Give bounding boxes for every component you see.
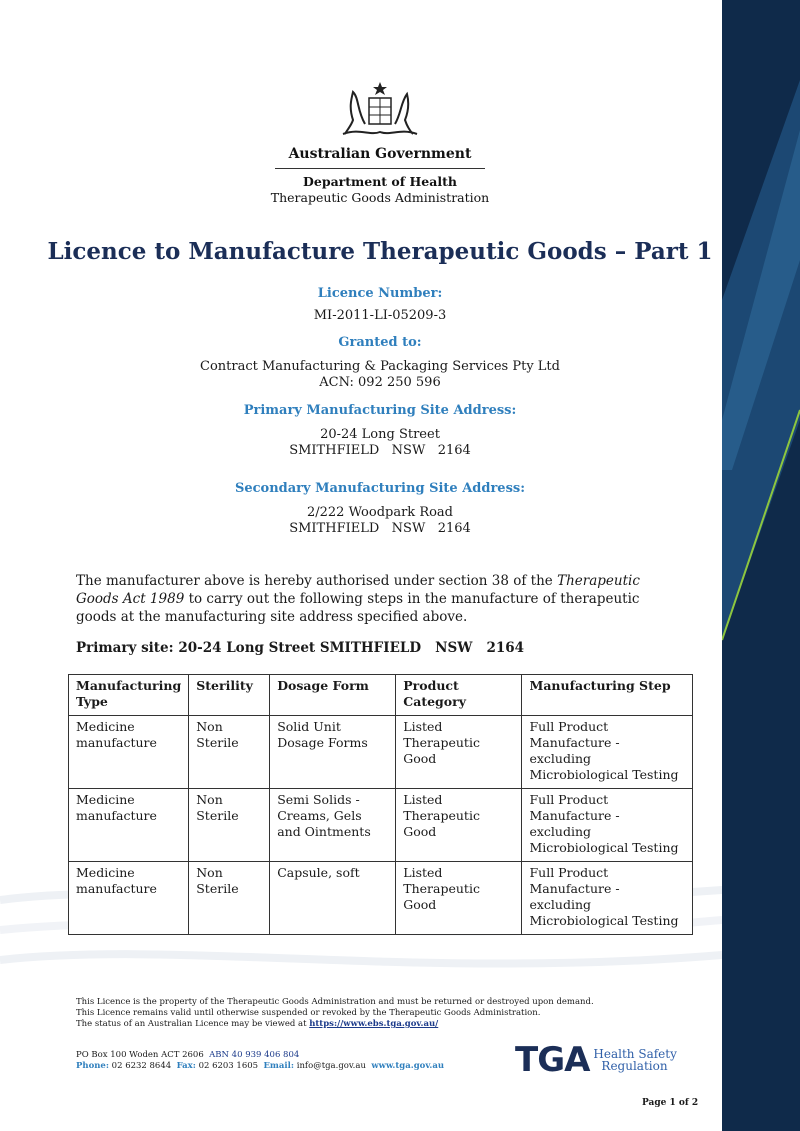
table-row xyxy=(69,789,693,862)
act-name: Therapeutic Goods Act 1989 xyxy=(76,573,640,607)
contact-details xyxy=(76,1050,444,1072)
table-cell: Non Sterile xyxy=(189,789,270,862)
licence-number-label: Licence Number: xyxy=(317,286,443,301)
department-name: Department of Health xyxy=(303,174,457,189)
table-cell: Listed Therapeutic Good xyxy=(396,789,522,862)
column-header: Dosage Form xyxy=(270,675,396,716)
primary-address-line1: 20-24 Long Street xyxy=(320,427,440,442)
authorisation-paragraph xyxy=(76,572,666,626)
postal-line xyxy=(76,1050,444,1061)
phone-number: 02 6232 8644 xyxy=(111,1061,172,1071)
table-cell: Medicine manufacture xyxy=(69,716,189,789)
footer-note-1: This Licence is the property of the Therapeutic Goods Administration and must be returned or destroyed upon demand. xyxy=(76,997,594,1007)
secondary-address-line1: 2/222 Woodpark Road xyxy=(306,505,454,520)
licence-number-section xyxy=(0,286,760,324)
tga-tagline-line2: Regulation xyxy=(601,1059,668,1073)
email-label: Email: xyxy=(263,1061,295,1071)
ebs-link[interactable]: https://www.ebs.tga.gov.au/ xyxy=(309,1019,439,1029)
table-cell: Full Product Manufacture - excluding Microbiological Testing xyxy=(522,789,693,862)
phone-label: Phone: xyxy=(76,1061,109,1071)
table-cell: Full Product Manufacture - excluding Microbiological Testing xyxy=(522,716,693,789)
table-row xyxy=(69,862,693,935)
table-header-row xyxy=(69,675,693,716)
table-row xyxy=(69,716,693,789)
tga-logo-tagline xyxy=(593,1048,676,1072)
abn-number: ABN 40 939 406 804 xyxy=(209,1050,300,1060)
footer-note-2: This Licence remains valid until otherwise suspended or revoked by the Therapeutic Goods Administration. xyxy=(76,1008,541,1018)
primary-address-section xyxy=(0,403,760,459)
email-address[interactable]: info@tga.gov.au xyxy=(296,1061,366,1071)
column-header: Manufacturing Type xyxy=(69,675,189,716)
secondary-address-label: Secondary Manufacturing Site Address: xyxy=(234,481,526,496)
table-cell: Listed Therapeutic Good xyxy=(396,716,522,789)
footer-notes xyxy=(76,997,594,1030)
table-cell: Listed Therapeutic Good xyxy=(396,862,522,935)
footer-note-3 xyxy=(76,1019,594,1030)
granted-to-section xyxy=(0,335,760,391)
manufacturing-steps-table xyxy=(68,674,693,935)
column-header: Product Category xyxy=(396,675,522,716)
document-header xyxy=(0,80,760,205)
agency-name: Therapeutic Goods Administration xyxy=(270,190,490,205)
table-cell: Non Sterile xyxy=(189,862,270,935)
secondary-address-section xyxy=(0,481,760,537)
page-number: Page 1 of 2 xyxy=(642,1098,699,1108)
header-divider xyxy=(275,168,485,169)
authorisation-text-start: The manufacturer above is hereby authorised under section 38 of the xyxy=(76,573,558,589)
column-header: Sterility xyxy=(189,675,270,716)
government-name: Australian Government xyxy=(288,146,472,162)
granted-to-label: Granted to: xyxy=(338,335,422,350)
table-cell: Solid Unit Dosage Forms xyxy=(270,716,396,789)
document-title: Licence to Manufacture Therapeutic Goods – Part 1 xyxy=(47,238,713,265)
column-header: Manufacturing Step xyxy=(522,675,693,716)
tga-tagline-line1: Health Safety xyxy=(593,1047,677,1061)
table-cell: Non Sterile xyxy=(189,716,270,789)
authorisation-text-end: to carry out the following steps in the manufacture of therapeutic goods at the manufacturing site address specified above. xyxy=(76,591,640,625)
table-cell: Medicine manufacture xyxy=(69,862,189,935)
company-name: Contract Manufacturing & Packaging Services Pty Ltd xyxy=(200,359,560,374)
fax-label: Fax: xyxy=(176,1061,196,1071)
primary-address-line2: SMITHFIELD NSW 2164 xyxy=(289,443,471,458)
licence-number-value: MI-2011-LI-05209-3 xyxy=(313,308,447,323)
coat-of-arms-icon xyxy=(335,80,425,142)
fax-number: 02 6203 1605 xyxy=(198,1061,259,1071)
website-link[interactable]: www.tga.gov.au xyxy=(371,1061,445,1071)
primary-site-heading: Primary site: 20-24 Long Street SMITHFIELD NSW 2164 xyxy=(76,640,525,656)
primary-address-label: Primary Manufacturing Site Address: xyxy=(243,403,517,418)
secondary-address-line2: SMITHFIELD NSW 2164 xyxy=(289,521,471,536)
footer-note-3-text: The status of an Australian Licence may be viewed at xyxy=(76,1019,310,1029)
company-acn: ACN: 092 250 596 xyxy=(319,375,441,390)
table-cell: Capsule, soft xyxy=(270,862,396,935)
tga-logo-mark: TGA xyxy=(515,1040,590,1080)
table-cell: Full Product Manufacture - excluding Microbiological Testing xyxy=(522,862,693,935)
contact-line xyxy=(76,1061,444,1072)
tga-logo xyxy=(515,1040,677,1080)
table-cell: Semi Solids - Creams, Gels and Ointments xyxy=(270,789,396,862)
postal-address: PO Box 100 Woden ACT 2606 xyxy=(76,1050,204,1060)
table-cell: Medicine manufacture xyxy=(69,789,189,862)
